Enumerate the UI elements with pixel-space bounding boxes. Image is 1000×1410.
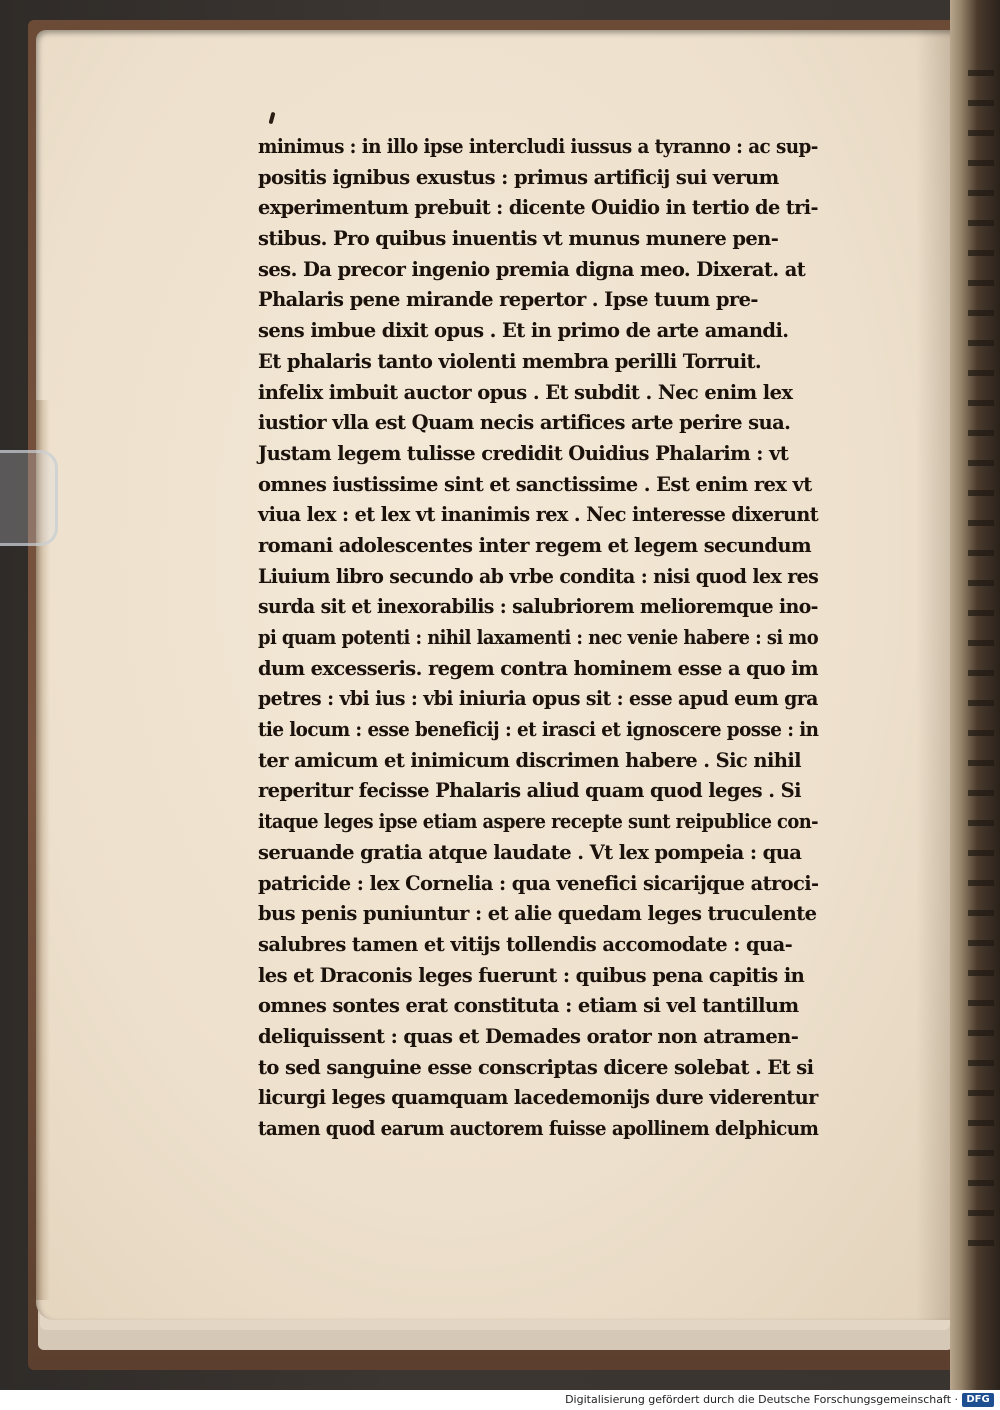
text-line: sens imbue dixit opus . Et in primo de arte amandi.	[258, 319, 789, 343]
text-line: pi quam potenti : nihil laxamenti : nec venie habere : si mo	[258, 626, 819, 649]
incunable-text-block	[258, 132, 818, 1145]
text-line: deliquissent : quas et Demades orator non atramen-	[258, 1024, 799, 1048]
dfg-logo: DFG	[962, 1393, 994, 1407]
page-clip	[0, 450, 58, 546]
text-line: ter amicum et inimicum discrimen habere . Sic nihil	[258, 748, 801, 772]
text-line: minimus : in illo ipse intercludi iussus a tyranno : ac sup-	[258, 135, 818, 158]
text-line: itaque leges ipse etiam aspere recepte sunt reipublice con-	[258, 810, 818, 834]
text-line: petres : vbi ius : vbi iniuria opus sit : esse apud eum gra	[258, 687, 818, 711]
text-line: experimentum prebuit : dicente Ouidio in tertio de tri-	[258, 196, 818, 220]
text-line: seruande gratia atque laudate . Vt lex pompeia : qua	[258, 840, 802, 864]
facing-page-text	[968, 70, 994, 1270]
text-line: Et phalaris tanto violenti membra perilli Torruit.	[258, 349, 762, 373]
text-line: omnes sontes erat constituta : etiam si vel tantillum	[258, 994, 799, 1018]
text-line: Justam legem tulisse credidit Ouidius Phalarim : vt	[258, 441, 789, 465]
text-line: tamen quod earum auctorem fuisse apollinem delphicum	[258, 1117, 819, 1140]
text-line: dum excesseris. regem contra hominem esse a quo im	[258, 656, 818, 680]
text-line: Liuium libro secundo ab vrbe condita : nisi quod lex res	[258, 564, 819, 588]
text-line: omnes iustissime sint et sanctissime . Est enim rex vt	[258, 472, 812, 496]
text-line: reperitur fecisse Phalaris aliud quam quod leges . Si	[258, 779, 801, 803]
text-line: positis ignibus exustus : primus artificij sui verum	[258, 165, 779, 189]
text-line: romani adolescentes inter regem et legem secundum	[258, 533, 811, 557]
text-line: patricide : lex Cornelia : qua venefici sicarijque atroci-	[258, 871, 819, 895]
text-line: viua lex : et lex vt inanimis rex . Nec interesse dixerunt	[258, 503, 819, 527]
text-line: salubres tamen et vitijs tollendis accomodate : qua-	[258, 932, 793, 956]
text-line: to sed sanguine esse conscriptas dicere solebat . Et si	[258, 1055, 814, 1079]
text-line: Phalaris pene mirande repertor . Ipse tuum pre-	[258, 288, 758, 312]
funding-credit: Digitalisierung gefördert durch die Deutsche Forschungsgemeinschaft ·	[565, 1393, 958, 1406]
text-line: surda sit et inexorabilis : salubriorem melioremque ino-	[258, 595, 818, 619]
text-line: les et Draconis leges fuerunt : quibus pena capitis in	[258, 963, 805, 987]
text-line: ses. Da precor ingenio premia digna meo. Dixerat. at	[258, 257, 806, 281]
text-line: licurgi leges quamquam lacedemonijs dure viderentur	[258, 1086, 818, 1110]
text-line: stibus. Pro quibus inuentis vt munus munere pen-	[258, 227, 779, 251]
text-line: iustior vlla est Quam necis artifices arte perire sua.	[258, 411, 791, 435]
text-line: bus penis puniuntur : et alie quedam leges truculente	[258, 902, 817, 926]
text-line: tie locum : esse beneficij : et irasci et ignoscere posse : in	[258, 718, 819, 742]
book-spine	[950, 0, 1000, 1390]
footer-bar	[0, 1390, 1000, 1410]
text-line: infelix imbuit auctor opus . Et subdit . Nec enim lex	[258, 380, 793, 404]
